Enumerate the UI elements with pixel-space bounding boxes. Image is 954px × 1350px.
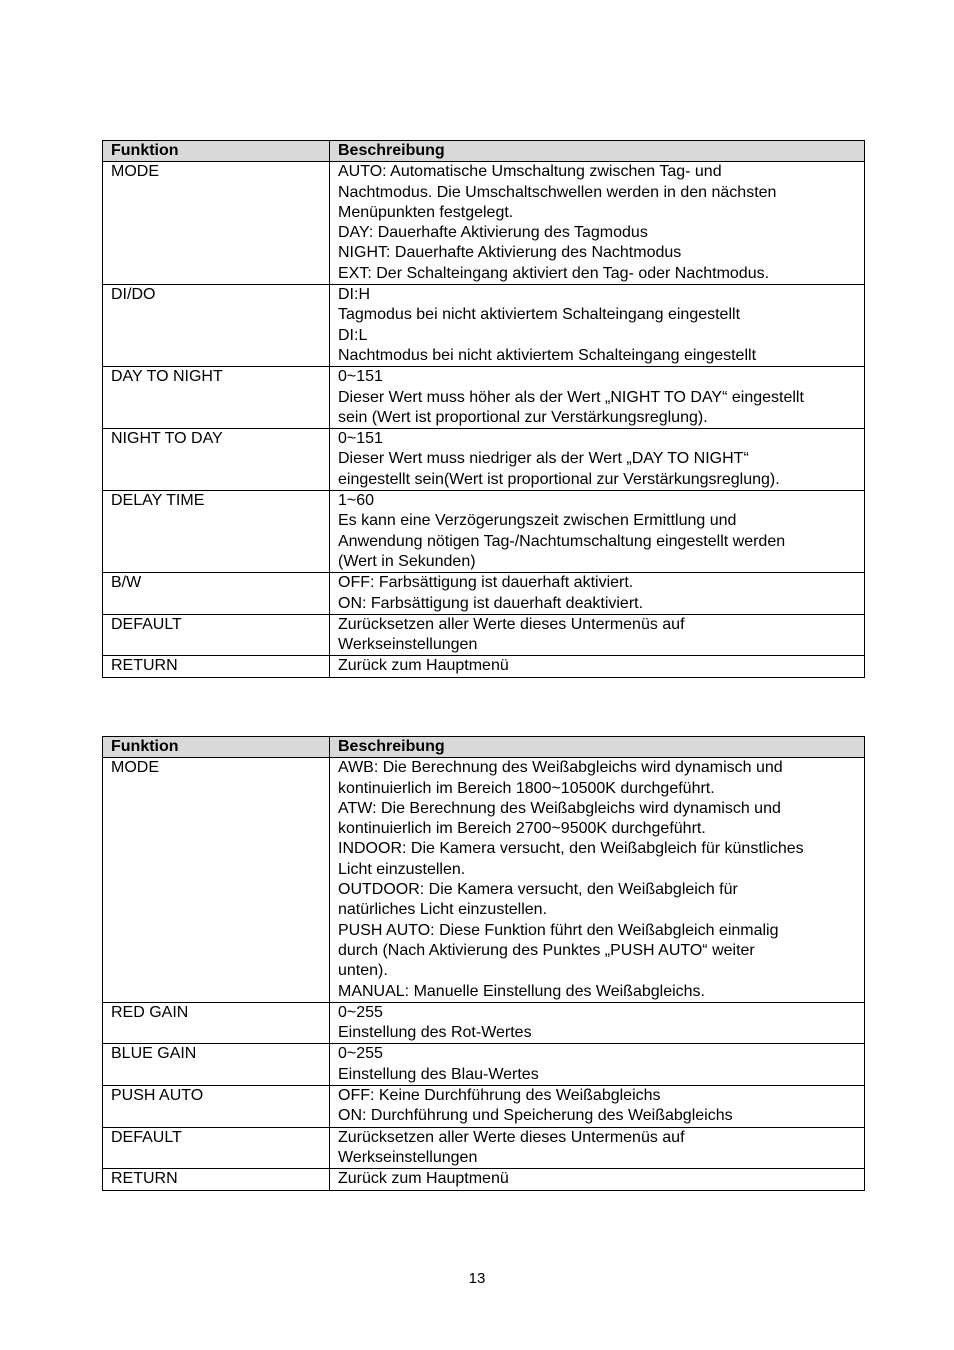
description-line: natürliches Licht einzustellen. — [338, 901, 548, 919]
description-line: kontinuierlich im Bereich 2700~9500K durchgeführt. — [338, 820, 706, 838]
function-cell: BLUE GAIN — [103, 1044, 330, 1086]
table-header-row — [103, 737, 865, 758]
description-line: 0~255 — [338, 1003, 383, 1021]
description-line: 0~255 — [338, 1045, 383, 1063]
description-line: Es kann eine Verzögerungszeit zwischen Ermittlung und — [338, 512, 737, 530]
description-line: EXT: Der Schalteingang aktiviert den Tag- oder Nachtmodus. — [338, 264, 770, 282]
description-line: Anwendung nötigen Tag-/Nachtumschaltung eingestellt werden — [338, 532, 786, 550]
description-line: Dieser Wert muss niedriger als der Wert „DAY TO NIGHT“ — [338, 450, 749, 468]
function-cell: RED GAIN — [103, 1002, 330, 1044]
description-line: MANUAL: Manuelle Einstellung des Weißabgleichs. — [338, 982, 705, 1000]
description-line: DI:L — [338, 326, 368, 344]
function-cell: RETURN — [103, 656, 330, 677]
table-row — [103, 367, 865, 429]
description-line: AWB: Die Berechnung des Weißabgleichs wird dynamisch und — [338, 759, 783, 777]
table-row — [103, 614, 865, 656]
description-line: OUTDOOR: Die Kamera versucht, den Weißabgleich für — [338, 881, 738, 899]
table-row — [103, 1127, 865, 1169]
description-line: Werkseinstellungen — [338, 1148, 478, 1166]
description-line: Einstellung des Blau-Wertes — [338, 1065, 539, 1083]
function-cell: MODE — [103, 162, 330, 285]
table-row — [103, 758, 865, 1003]
description-line: durch (Nach Aktivierung des Punktes „PUSH AUTO“ weiter — [338, 941, 755, 959]
description-line: 0~151 — [338, 430, 383, 448]
table-row — [103, 1169, 865, 1190]
function-cell: DI/DO — [103, 285, 330, 367]
description-line: DI:H — [338, 286, 370, 304]
description-line: unten). — [338, 962, 388, 980]
description-line: PUSH AUTO: Diese Funktion führt den Weißabgleich einmalig — [338, 921, 779, 939]
description-line: Zurück zum Hauptmenü — [338, 1170, 509, 1188]
description-line: 1~60 — [338, 492, 375, 510]
table-header-row — [103, 141, 865, 162]
description-line: 0~151 — [338, 368, 383, 386]
function-cell: DEFAULT — [103, 614, 330, 656]
description-cell — [330, 1169, 865, 1190]
description-cell — [330, 1127, 865, 1169]
table-row — [103, 162, 865, 285]
description-line: DAY: Dauerhafte Aktivierung des Tagmodus — [338, 224, 648, 242]
description-line: ON: Durchführung und Speicherung des Weißabgleichs — [338, 1107, 733, 1125]
table-row — [103, 1086, 865, 1128]
description-line: Licht einzustellen. — [338, 860, 466, 878]
table-row — [103, 285, 865, 367]
column-header-function: Funktion — [103, 737, 330, 758]
description-cell — [330, 1044, 865, 1086]
description-cell — [330, 614, 865, 656]
description-cell — [330, 162, 865, 285]
description-cell — [330, 491, 865, 573]
function-cell: B/W — [103, 573, 330, 615]
function-cell: RETURN — [103, 1169, 330, 1190]
column-header-function: Funktion — [103, 141, 330, 162]
description-line: eingestellt sein(Wert ist proportional zur Verstärkungsreglung). — [338, 470, 780, 488]
function-cell: MODE — [103, 758, 330, 1003]
column-header-description: Beschreibung — [330, 737, 865, 758]
table-row — [103, 1044, 865, 1086]
description-line: Zurücksetzen aller Werte dieses Untermenüs auf — [338, 615, 685, 633]
description-line: Zurücksetzen aller Werte dieses Untermenüs auf — [338, 1128, 685, 1146]
description-cell — [330, 573, 865, 615]
description-line: Einstellung des Rot-Wertes — [338, 1024, 532, 1042]
description-line: sein (Wert ist proportional zur Verstärkungsreglung). — [338, 408, 708, 426]
description-line: INDOOR: Die Kamera versucht, den Weißabgleich für künstliches — [338, 840, 804, 858]
description-line: Zurück zum Hauptmenü — [338, 657, 509, 675]
description-line: OFF: Farbsättigung ist dauerhaft aktiviert. — [338, 574, 634, 592]
function-cell: PUSH AUTO — [103, 1086, 330, 1128]
page-number: 13 — [468, 1270, 486, 1287]
table-row — [103, 1002, 865, 1044]
table-row — [103, 429, 865, 491]
description-cell — [330, 285, 865, 367]
description-cell — [330, 758, 865, 1003]
description-line: ATW: Die Berechnung des Weißabgleichs wird dynamisch und — [338, 799, 781, 817]
table-row — [103, 573, 865, 615]
function-cell: DAY TO NIGHT — [103, 367, 330, 429]
description-line: OFF: Keine Durchführung des Weißabgleichs — [338, 1087, 661, 1105]
description-line: (Wert in Sekunden) — [338, 552, 476, 570]
description-cell — [330, 429, 865, 491]
description-cell — [330, 656, 865, 677]
description-line: Menüpunkten festgelegt. — [338, 203, 514, 221]
column-header-description: Beschreibung — [330, 141, 865, 162]
description-line: ON: Farbsättigung ist dauerhaft deaktiviert. — [338, 594, 644, 612]
table-row — [103, 656, 865, 677]
description-cell — [330, 1002, 865, 1044]
description-line: Nachtmodus bei nicht aktiviertem Schalteingang eingestellt — [338, 346, 757, 364]
description-line: Werkseinstellungen — [338, 636, 478, 654]
description-cell — [330, 367, 865, 429]
function-cell: DEFAULT — [103, 1127, 330, 1169]
description-line: kontinuierlich im Bereich 1800~10500K durchgeführt. — [338, 779, 715, 797]
description-line: NIGHT: Dauerhafte Aktivierung des Nachtmodus — [338, 244, 682, 262]
description-line: Dieser Wert muss höher als der Wert „NIGHT TO DAY“ eingestellt — [338, 388, 804, 406]
description-line: Tagmodus bei nicht aktiviertem Schalteingang eingestellt — [338, 306, 741, 324]
table-row — [103, 491, 865, 573]
function-cell: NIGHT TO DAY — [103, 429, 330, 491]
description-line: AUTO: Automatische Umschaltung zwischen Tag- und — [338, 163, 722, 181]
description-cell — [330, 1086, 865, 1128]
white-balance-menu-table — [102, 736, 865, 1191]
day-night-menu-table — [102, 140, 865, 678]
function-cell: DELAY TIME — [103, 491, 330, 573]
description-line: Nachtmodus. Die Umschaltschwellen werden in den nächsten — [338, 183, 777, 201]
